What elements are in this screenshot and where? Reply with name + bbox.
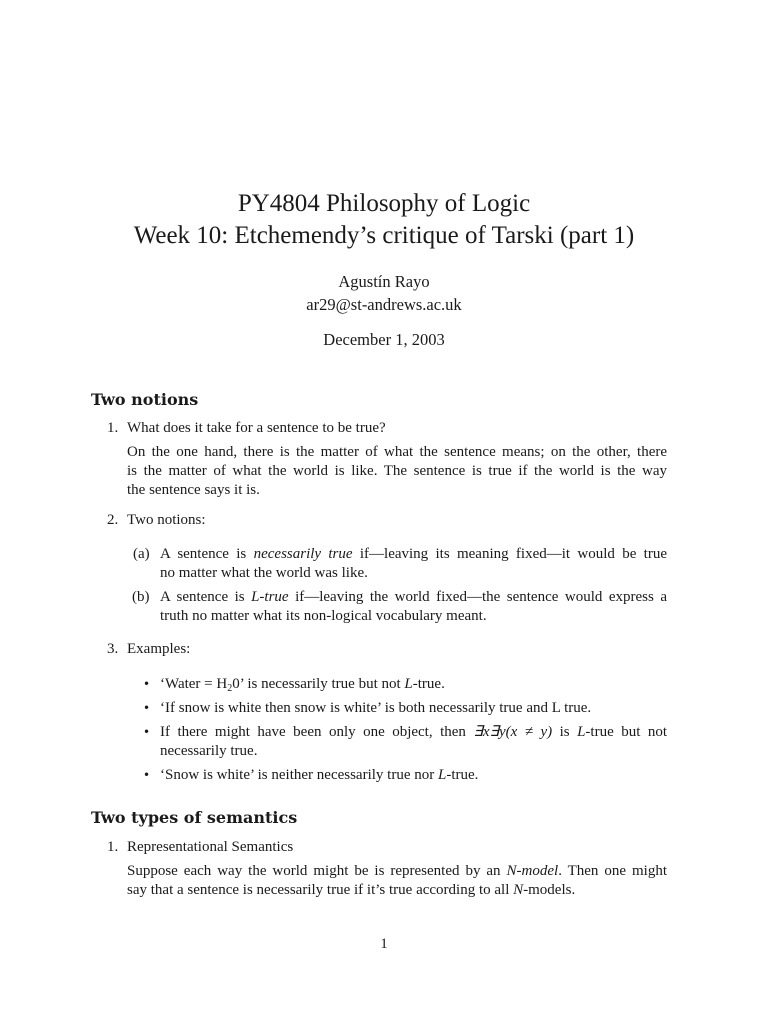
defined-term: necessarily true (253, 546, 353, 562)
section-heading-two-types-of-semantics: Two types of semantics (91, 808, 298, 827)
definition-text: truth no matter what its non-logical vocabulary meant. (160, 608, 487, 624)
document-date: December 1, 2003 (323, 330, 445, 349)
sublist-item-a (160, 545, 667, 583)
title-line-1: PY4804 Philosophy of Logic (237, 190, 531, 217)
sublist-item-b (160, 588, 667, 626)
sublist-label: (a) (133, 546, 150, 562)
list-number: 2. (107, 512, 119, 528)
list-number: 1. (107, 420, 119, 436)
logic-formula: ∃x∃y(x ≠ y) (473, 724, 553, 740)
defined-term: L-true (251, 589, 289, 605)
paragraph-line: the sentence says it is. (127, 482, 260, 498)
title-line-2: Week 10: Etchemendy’s critique of Tarski (part 1) (133, 222, 635, 249)
definition-text: if—leaving the world fixed—the sentence would express a (288, 589, 667, 605)
item-paragraph (127, 443, 667, 500)
paragraph-line: On the one hand, there is the matter of what the sentence means; on the other, there (127, 444, 667, 460)
bullet-icon: • (143, 677, 151, 691)
item-paragraph: Suppose each way the world might be is represented by an N-model. Then one might say that a sentence is necessarily true if it’s true according to all N-models. (127, 863, 667, 898)
item-label: Two notions: (127, 512, 206, 528)
paragraph-line: is the matter of what the world is like. The sentence is true if the world is the way (127, 463, 667, 479)
item-label: Representational Semantics (127, 839, 294, 855)
item-label: Examples: (127, 641, 191, 657)
bullet-text: ‘Water = $H_20$’ is necessarily true but not L-true. (160, 676, 445, 694)
bullet-text: ‘Snow is white’ is neither necessarily true nor L-true. (160, 767, 479, 783)
bullet-icon: • (143, 768, 151, 782)
bullet-icon: • (143, 725, 151, 739)
definition-text: no matter what the world was like. (160, 565, 368, 581)
item-question: What does it take for a sentence to be true? (127, 420, 386, 436)
list-number: 1. (107, 839, 119, 855)
bullet-icon: • (143, 701, 151, 715)
bullet-text: ‘If snow is white then snow is white’ is both necessarily true and L true. (160, 700, 592, 716)
definition-text: if—leaving its meaning fixed—it would be true (352, 546, 667, 562)
list-number: 3. (107, 641, 119, 657)
author-email: ar29@st-andrews.ac.uk (306, 295, 462, 314)
definition-text: A sentence is (160, 589, 252, 605)
author-name: Agustín Rayo (338, 272, 430, 291)
bullet-text: If there might have been only one object, then ∃x∃y(x ≠ y) is L-true but not necessarily true. (160, 724, 668, 759)
section-heading-two-notions: Two notions (91, 390, 199, 409)
definition-text: A sentence is (160, 546, 254, 562)
page-number: 1 (380, 936, 388, 952)
sublist-label: (b) (132, 589, 150, 605)
